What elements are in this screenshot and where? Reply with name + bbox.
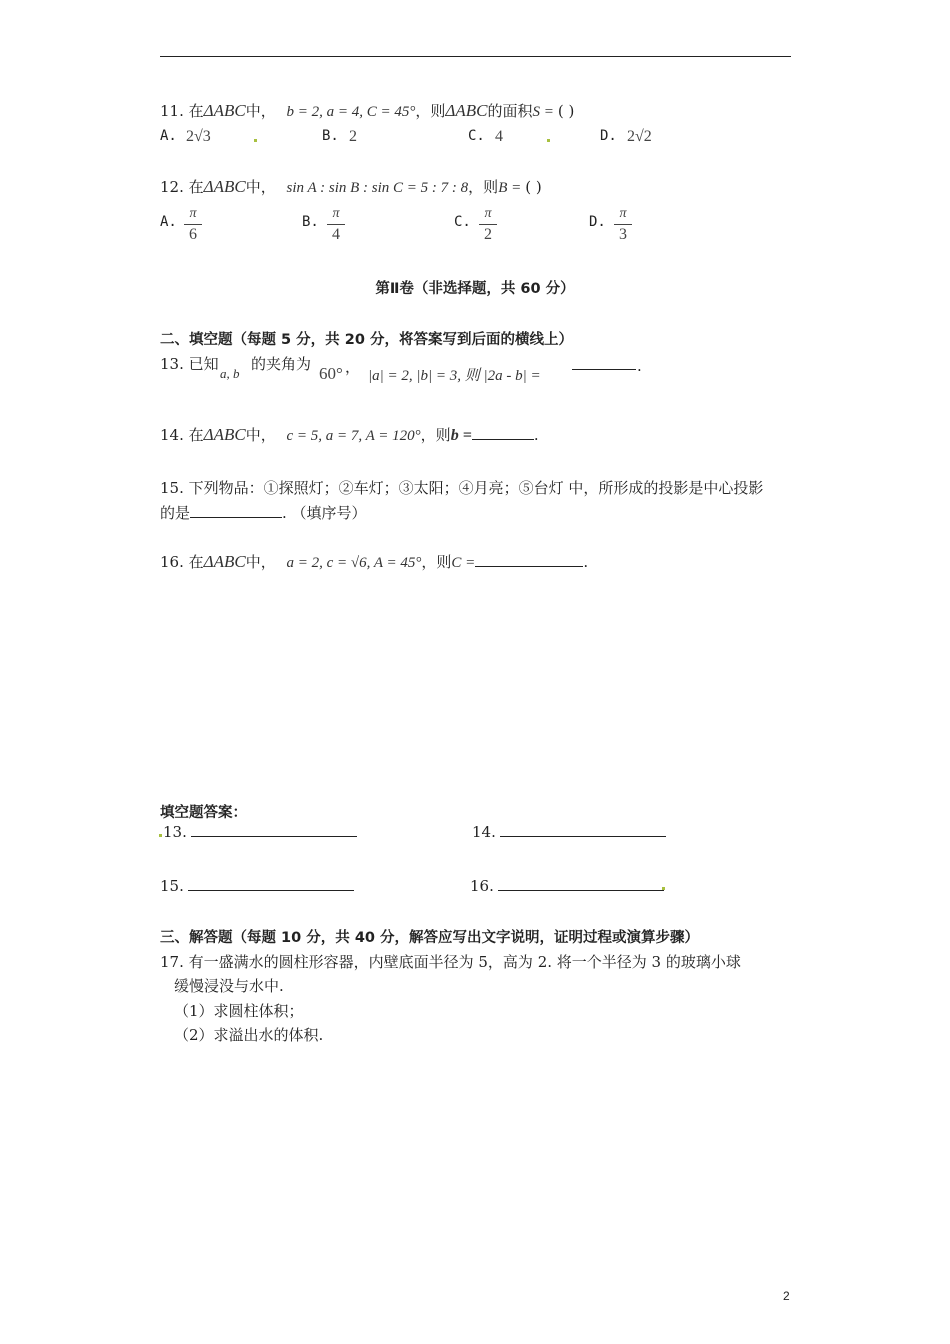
question-14-stem <box>160 424 539 445</box>
q12-option-c-fraction <box>479 206 497 243</box>
q11-tail: ，则 <box>415 102 446 120</box>
page-number: 2 <box>783 1289 790 1303</box>
q12-option-d-fraction <box>614 206 632 243</box>
q16-end: . <box>583 553 589 571</box>
answer-13-blank[interactable] <box>191 822 357 837</box>
header-rule <box>160 56 791 57</box>
q16-triangle: ΔABC <box>203 552 246 571</box>
answers-heading: 填空题答案： <box>160 805 247 821</box>
q11-conditions: b = 2, a = 4, C = 45° <box>286 104 416 120</box>
q11-area-text: 的面积 <box>487 102 533 120</box>
q12-mid: 中， <box>245 178 276 196</box>
q14-answer-blank[interactable] <box>472 425 534 440</box>
q16-conditions: a = 2, c = √6, A = 45° <box>286 555 422 571</box>
q16-tail: ，则 <box>421 553 452 571</box>
section-2-title: 第Ⅱ卷（非选择题，共 60 分） <box>375 281 575 297</box>
q14-mid: 中， <box>245 426 276 444</box>
answer-15-label: 15. <box>160 877 184 895</box>
fraction-numerator: π <box>332 206 340 221</box>
fraction-denominator: 2 <box>484 226 492 243</box>
scan-dot <box>547 139 550 142</box>
q12-option-c-label: C. <box>454 214 471 230</box>
q12-option-a-fraction <box>184 206 202 243</box>
fraction-bar <box>614 224 632 225</box>
answer-16 <box>470 876 664 895</box>
q17-line-1: 17. 有一盛满水的圆柱形容器，内壁底面半径为 5，高为 2. 将一个半径为 3 的玻璃小球 <box>160 953 741 971</box>
q11-option-b-label: B. <box>322 128 339 144</box>
q11-paren: ( ) <box>557 102 575 120</box>
q13-angle: 60° <box>319 364 343 383</box>
q13-vectors: a, b <box>220 366 240 381</box>
fill-in-heading: 二、填空题（每题 5 分，共 20 分，将答案写到后面的横线上） <box>160 332 573 348</box>
q17-sub-2: （2）求溢出水的体积. <box>174 1026 324 1044</box>
fraction-numerator: π <box>189 206 197 221</box>
q12-var: B = <box>498 180 522 196</box>
scan-dot <box>254 139 257 142</box>
q11-prefix: 11. 在 <box>160 102 204 120</box>
q11-triangle-2: ΔABC <box>445 101 488 120</box>
answer-15 <box>160 876 354 895</box>
q11-option-c-label: C. <box>468 128 485 144</box>
fraction-numerator: π <box>484 206 492 221</box>
q12-option-a-label: A. <box>160 214 177 230</box>
q16-var: C = <box>451 555 476 571</box>
q14-tail: ，则 <box>420 426 451 444</box>
q14-prefix: 14. 在 <box>160 426 204 444</box>
q13-comma: ， <box>345 358 361 376</box>
q12-prefix: 12. 在 <box>160 178 204 196</box>
q11-option-d-label: D. <box>600 128 617 144</box>
answer-14-label: 14. <box>472 823 496 841</box>
q17-line-2: 缓慢浸没与水中. <box>174 977 284 995</box>
answer-13-label: 13. <box>163 823 187 841</box>
q17-sub-1: （1）求圆柱体积； <box>174 1002 304 1020</box>
q11-triangle: ΔABC <box>203 101 246 120</box>
q13-prefix: 13. 已知 <box>160 355 219 373</box>
q11-area-var: S = <box>532 104 554 120</box>
q14-var: b = <box>450 427 472 444</box>
scan-dot <box>159 834 162 837</box>
q12-option-d-label: D. <box>589 214 606 230</box>
q11-mid: 中， <box>245 102 276 120</box>
fraction-bar <box>327 224 345 225</box>
question-12-stem <box>160 176 542 197</box>
answer-16-blank[interactable] <box>498 876 664 891</box>
q16-mid: 中， <box>245 553 276 571</box>
solve-heading: 三、解答题（每题 10 分，共 40 分，解答应写出文字说明，证明过程或演算步骤） <box>160 930 700 946</box>
q15-line-2 <box>160 502 367 523</box>
q12-paren: ( ) <box>525 178 542 196</box>
q11-option-a-value: 2√3 <box>186 128 211 145</box>
q13-answer-blank[interactable] <box>572 355 636 370</box>
fraction-bar <box>184 224 202 225</box>
fraction-denominator: 6 <box>189 226 197 243</box>
q16-answer-blank[interactable] <box>475 552 583 567</box>
q13-end: . <box>637 357 642 375</box>
q12-conditions: sin A : sin B : sin C = 5 : 7 : 8 <box>286 180 469 196</box>
q11-option-d-value: 2√2 <box>627 128 652 145</box>
answer-15-blank[interactable] <box>188 876 354 891</box>
q15-suffix: . （填序号） <box>282 504 367 522</box>
q13-rest: |a| = 2, |b| = 3, 则 |2a - b| = <box>368 368 541 384</box>
q11-option-c-value: 4 <box>495 128 503 145</box>
scan-dot <box>662 887 665 890</box>
q11-option-a-label: A. <box>160 128 177 144</box>
q14-conditions: c = 5, a = 7, A = 120° <box>286 428 421 444</box>
q13-angle-text: 的夹角为 <box>251 355 312 373</box>
q12-option-b-fraction <box>327 206 345 243</box>
q15-answer-blank[interactable] <box>190 503 282 518</box>
fraction-denominator: 4 <box>332 226 340 243</box>
q12-option-b-label: B. <box>302 214 319 230</box>
q16-prefix: 16. 在 <box>160 553 204 571</box>
fraction-denominator: 3 <box>619 226 627 243</box>
fraction-bar <box>479 224 497 225</box>
q14-triangle: ΔABC <box>203 425 246 444</box>
answer-14 <box>472 822 666 841</box>
q12-tail: ，则 <box>468 178 499 196</box>
q12-triangle: ΔABC <box>203 177 246 196</box>
answer-14-blank[interactable] <box>500 822 666 837</box>
q15-line-1: 15. 下列物品：①探照灯；②车灯；③太阳；④月亮；⑤台灯 中，所形成的投影是中心投影 <box>160 479 764 497</box>
question-16-stem <box>160 551 588 572</box>
question-11-stem <box>160 100 574 121</box>
q15-prefix: 的是 <box>160 504 191 522</box>
q14-end: . <box>533 426 539 444</box>
answer-13 <box>163 822 357 841</box>
q11-option-b-value: 2 <box>349 128 357 145</box>
fraction-numerator: π <box>619 206 627 221</box>
answer-16-label: 16. <box>470 877 494 895</box>
